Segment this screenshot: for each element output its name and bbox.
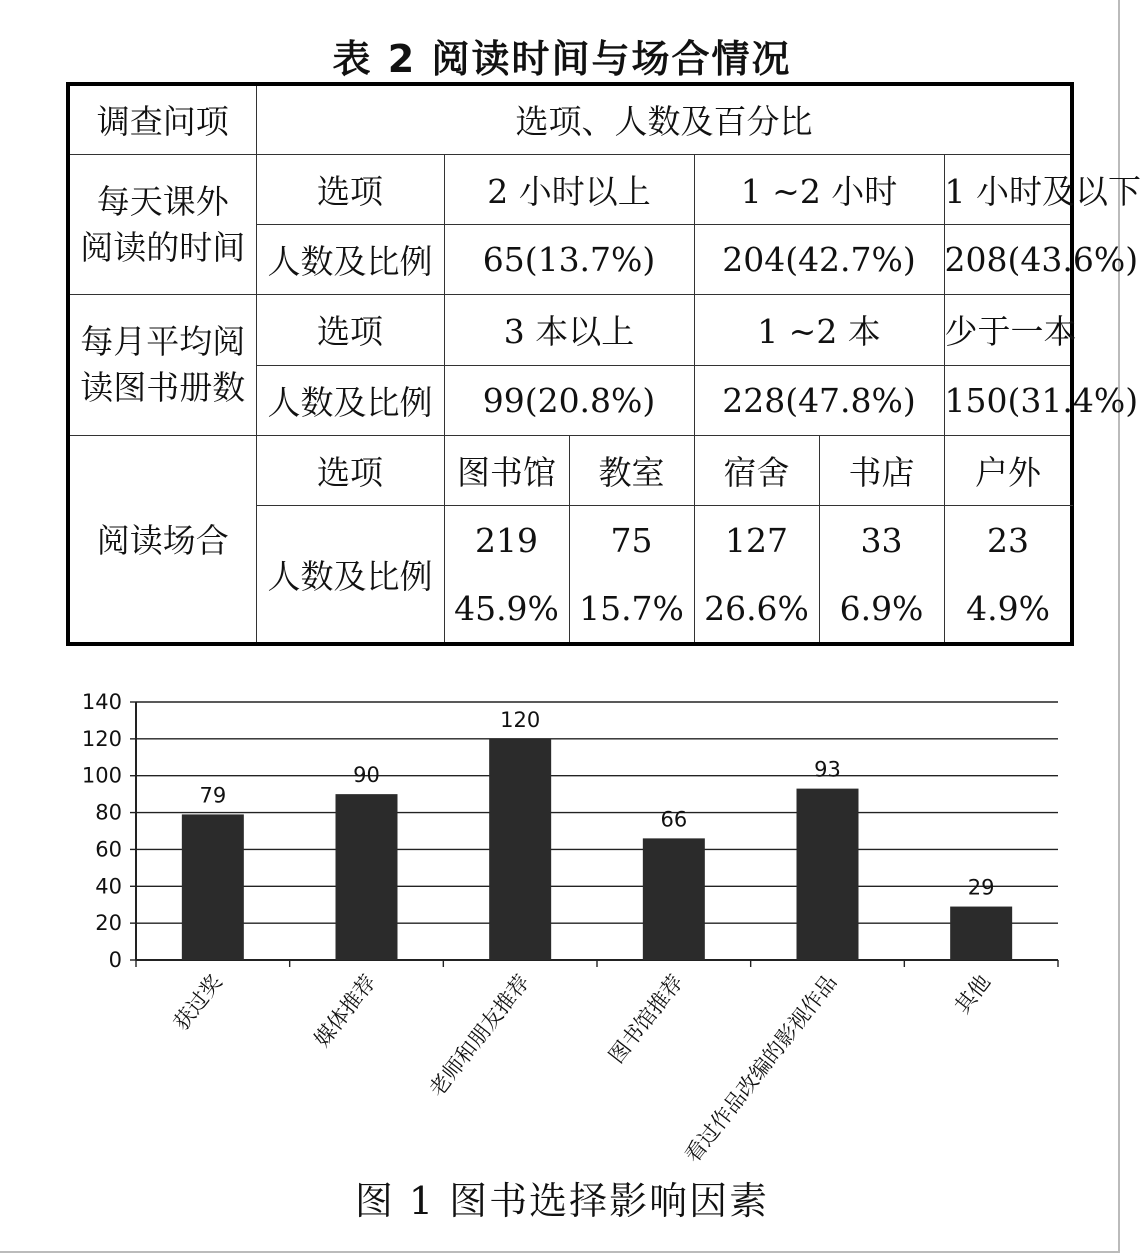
monthly-books-question-line2: 读图书册数 [80,368,246,407]
places-question: 阅读场合 [68,435,256,644]
places-percent-4: 6.9% [839,588,924,628]
header-options: 选项、人数及百分比 [256,84,1072,154]
x-tick-label: 其他 [950,970,996,1019]
data-label: 90 [353,763,380,788]
y-tick-label: 0 [108,948,122,972]
bar [336,794,398,960]
x-tick-label: 看过作品改编的影视作品 [680,970,842,1168]
x-tick-label: 老师和朋友推荐 [424,970,535,1101]
bar [950,907,1012,960]
daily-time-option-label: 选项 [256,154,444,224]
y-tick-label: 100 [81,763,122,788]
places-number-5: 23 [987,520,1030,560]
monthly-books-question [68,295,256,436]
y-tick-label: 40 [95,874,122,899]
bar [489,739,551,960]
y-tick-label: 140 [81,690,122,714]
places-cell-3 [694,506,819,645]
places-cell-2 [569,506,694,645]
data-label: 79 [199,783,227,808]
bar [643,838,705,960]
daily-time-options-row [68,154,1072,224]
data-label: 93 [814,757,841,782]
places-option-3: 宿舍 [694,435,819,505]
places-number-4: 33 [860,520,903,560]
monthly-books-option-2: 1 ~2 本 [694,295,944,365]
monthly-books-options-row [68,295,1072,365]
places-number-1: 219 [475,520,538,560]
places-option-4: 书店 [819,435,944,505]
daily-time-count-1: 65(13.7%) [444,225,694,295]
monthly-books-option-label: 选项 [256,295,444,365]
bar [797,789,859,960]
table-title: 表 2 阅读时间与场合情况 [332,37,792,81]
monthly-books-option-1: 3 本以上 [444,295,694,365]
y-tick-label: 80 [95,800,122,825]
monthly-books-count-1: 99(20.8%) [444,365,694,435]
places-number-2: 75 [610,520,653,560]
places-percent-1: 45.9% [454,588,559,628]
bar [182,814,244,960]
daily-time-question-line1: 每天课外 [96,181,229,221]
header-question: 调查问项 [68,84,256,154]
places-number-3: 127 [725,520,788,560]
daily-time-count-2: 204(42.7%) [694,225,944,295]
places-percent-5: 4.9% [966,588,1050,628]
monthly-books-count-2: 228(47.8%) [694,365,944,435]
table-header-row [68,84,1072,154]
daily-time-option-3: 1 小时及以下 [944,154,1072,224]
daily-time-count-3: 208(43.6%) [944,225,1072,295]
daily-time-option-2: 1 ~2 小时 [694,154,944,224]
daily-time-option-1: 2 小时以上 [444,154,694,224]
daily-time-question-line2: 阅读的时间 [80,227,246,267]
y-tick-label: 120 [81,726,122,751]
places-cell-4 [819,506,944,645]
figure-caption: 图 1 图书选择影响因素 [354,1179,770,1223]
places-count-label: 人数及比例 [256,506,444,645]
places-option-2: 教室 [569,435,694,505]
places-options-row [68,435,1072,505]
places-option-1: 图书馆 [444,435,569,505]
monthly-books-count-3: 150(31.4%) [944,365,1072,435]
daily-time-question [68,154,256,295]
places-percent-2: 15.7% [579,588,684,628]
bar-chart [40,680,1100,1168]
x-tick-label: 获过奖 [169,970,227,1035]
survey-table [66,82,1141,646]
data-label: 29 [967,875,995,900]
monthly-books-count-label: 人数及比例 [256,365,444,435]
x-tick-label: 媒体推荐 [309,970,381,1052]
places-percent-3: 26.6% [704,588,809,628]
places-option-5: 户外 [944,435,1072,505]
monthly-books-option-3: 少于一本 [944,295,1072,365]
y-tick-label: 60 [95,837,122,862]
x-tick-label: 图书馆推荐 [604,970,688,1068]
data-label: 66 [660,807,688,832]
y-tick-label: 20 [95,911,122,936]
daily-time-count-label: 人数及比例 [256,225,444,295]
places-option-label: 选项 [256,435,444,505]
places-cell-5 [944,506,1072,645]
bar-chart-svg [40,680,1100,1168]
data-label: 120 [500,707,541,732]
monthly-books-question-line1: 每月平均阅 [80,322,246,361]
places-cell-1 [444,506,569,645]
